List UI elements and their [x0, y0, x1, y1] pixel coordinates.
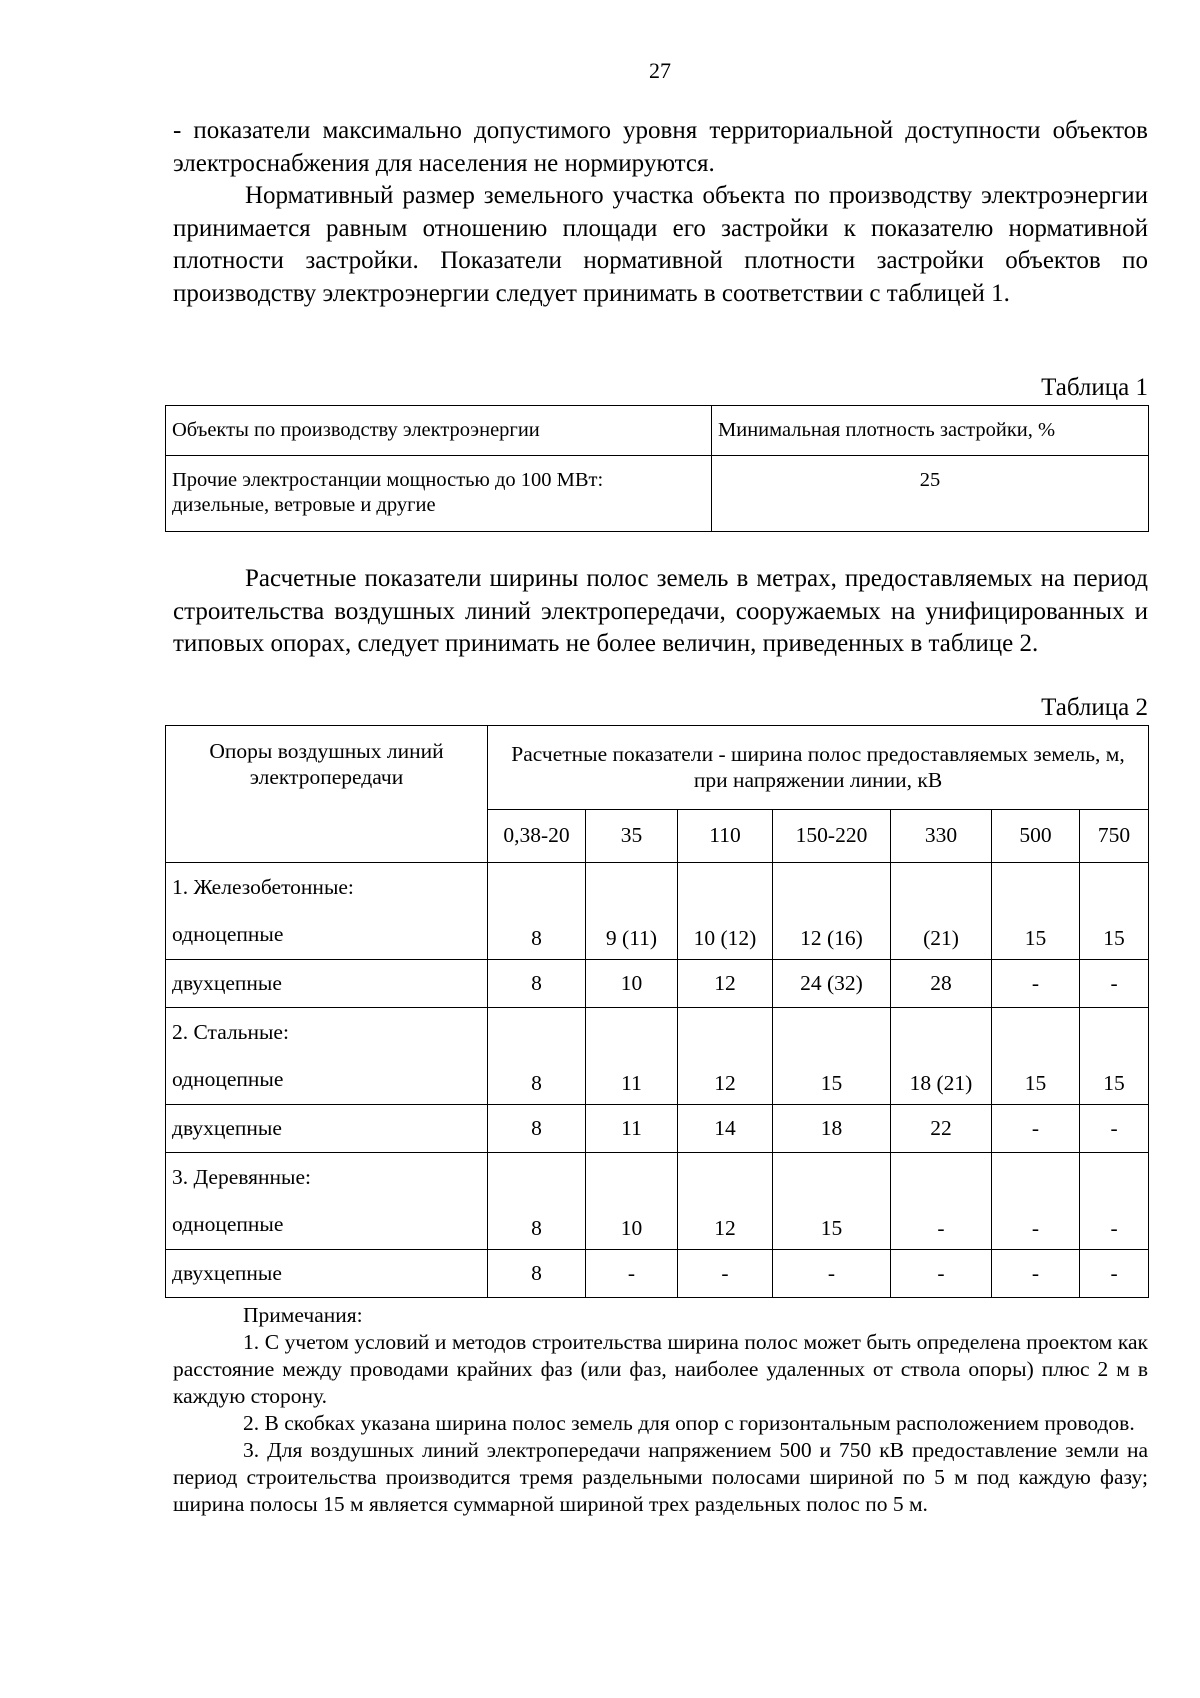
note-1: 1. С учетом условий и методов строительства ширина полос может быть определена проектом как расстояние между проводами крайних фаз (или фаз, наиболее удаленных от ствола опоры) плюс 2 м в каждую сторону. [173, 1330, 1148, 1408]
row-label: одноцепные [172, 922, 284, 946]
note-2: 2. В скобках указана ширина полос земель для опор с горизонтальным расположением проводов. [243, 1411, 1135, 1435]
table-cell: - [773, 1250, 891, 1298]
row-label: двухцепные [166, 960, 488, 1008]
voltage-2: 110 [678, 809, 773, 862]
voltage-3: 150-220 [773, 809, 891, 862]
table-cell: 14 [678, 1105, 773, 1153]
table-cell: 12 [678, 960, 773, 1008]
group-label [166, 863, 488, 960]
table-cell: - [1080, 1153, 1149, 1250]
table-1 [165, 405, 1149, 532]
table-cell: - [992, 1153, 1080, 1250]
table1-row-object: Прочие электростанции мощностью до 100 МВт: дизельные, ветровые и другие [166, 456, 712, 532]
table-cell: 8 [488, 1250, 586, 1298]
table-cell: - [678, 1250, 773, 1298]
table-row [166, 1153, 1149, 1250]
table-cell: - [992, 1105, 1080, 1153]
table-cell: 15 [992, 1008, 1080, 1105]
table-cell: - [1080, 960, 1149, 1008]
table-cell: 11 [586, 1105, 678, 1153]
table-cell: - [992, 960, 1080, 1008]
table-cell: 15 [1080, 1008, 1149, 1105]
table2-header-widths: Расчетные показатели - ширина полос предоставляемых земель, м, при напряжении линии, кВ [488, 726, 1149, 810]
group-label [166, 1008, 488, 1105]
table-cell: - [586, 1250, 678, 1298]
table2-caption: Таблица 2 [1041, 694, 1148, 721]
group-name: 3. Деревянные: [172, 1165, 311, 1189]
table-cell: 8 [488, 960, 586, 1008]
table-cell: 18 [773, 1105, 891, 1153]
table-cell: 10 (12) [678, 863, 773, 960]
table-cell: - [891, 1250, 992, 1298]
table-cell: 24 (32) [773, 960, 891, 1008]
table-cell: 12 (16) [773, 863, 891, 960]
table1-header-density: Минимальная плотность застройки, % [712, 406, 1149, 456]
table-cell: 15 [773, 1008, 891, 1105]
table2-header-supports: Опоры воздушных линий электропередачи [166, 726, 488, 863]
table-cell: - [1080, 1105, 1149, 1153]
table-cell: 10 [586, 1153, 678, 1250]
table-cell: 11 [586, 1008, 678, 1105]
table-cell: 8 [488, 1153, 586, 1250]
table-cell: - [992, 1250, 1080, 1298]
group-label [166, 1153, 488, 1250]
table1-header-objects: Объекты по производству электроэнергии [166, 406, 712, 456]
table-cell: 8 [488, 863, 586, 960]
voltage-4: 330 [891, 809, 992, 862]
voltage-1: 35 [586, 809, 678, 862]
row-label: двухцепные [166, 1250, 488, 1298]
voltage-5: 500 [992, 809, 1080, 862]
table-cell: 10 [586, 960, 678, 1008]
table-cell: 12 [678, 1153, 773, 1250]
table-cell: 18 (21) [891, 1008, 992, 1105]
notes-title: Примечания: [243, 1303, 363, 1327]
middle-paragraph: Расчетные показатели ширины полос земель в метрах, предоставляемых на период строительства воздушных линий электропередачи, сооружаемых на унифицированных и типовых опорах, следует принимать не более величин, приведенных в таблице 2. [173, 565, 1148, 657]
table-cell: 28 [891, 960, 992, 1008]
table-2 [165, 725, 1149, 1298]
table-cell: (21) [891, 863, 992, 960]
group-name: 2. Стальные: [172, 1020, 289, 1044]
row-label: одноцепные [172, 1212, 284, 1236]
table-cell: 8 [488, 1008, 586, 1105]
table-row [166, 960, 1149, 1008]
note-3: 3. Для воздушных линий электропередачи напряжением 500 и 750 кВ предоставление земли на период строительства производится тремя раздельными полосами шириной по 5 м под каждую фазу; ширина полосы 15 м является суммарной шириной трех раздельных полос по 5 м. [173, 1438, 1148, 1516]
table1-row-value: 25 [712, 456, 1149, 532]
table-cell: - [1080, 1250, 1149, 1298]
table-row [166, 1250, 1149, 1298]
table-cell: 12 [678, 1008, 773, 1105]
table-cell: 15 [773, 1153, 891, 1250]
table1-caption: Таблица 1 [1041, 374, 1148, 401]
row-label: двухцепные [166, 1105, 488, 1153]
intro-paragraph-1: - показатели максимально допустимого уровня территориальной доступности объектов электроснабжения для населения не нормируются. [173, 117, 1148, 177]
notes [173, 1302, 1148, 1518]
group-name: 1. Железобетонные: [172, 875, 354, 899]
table-cell: 8 [488, 1105, 586, 1153]
voltage-0: 0,38-20 [488, 809, 586, 862]
table-cell: 22 [891, 1105, 992, 1153]
table-row [166, 1105, 1149, 1153]
table-row [166, 863, 1149, 960]
row-label: одноцепные [172, 1067, 284, 1091]
intro-paragraph-2: Нормативный размер земельного участка объекта по производству электроэнергии принимается равным отношению площади его застройки к показателю нормативной плотности застройки. Показатели нормативной плотности застройки объектов по производству электроэнергии следует принимать в соответствии с таблицей 1. [173, 182, 1148, 307]
table-cell: 15 [1080, 863, 1149, 960]
voltage-6: 750 [1080, 809, 1149, 862]
page-number: 27 [649, 58, 671, 83]
table-cell: - [891, 1153, 992, 1250]
table-cell: 9 (11) [586, 863, 678, 960]
table-cell: 15 [992, 863, 1080, 960]
table-row [166, 1008, 1149, 1105]
